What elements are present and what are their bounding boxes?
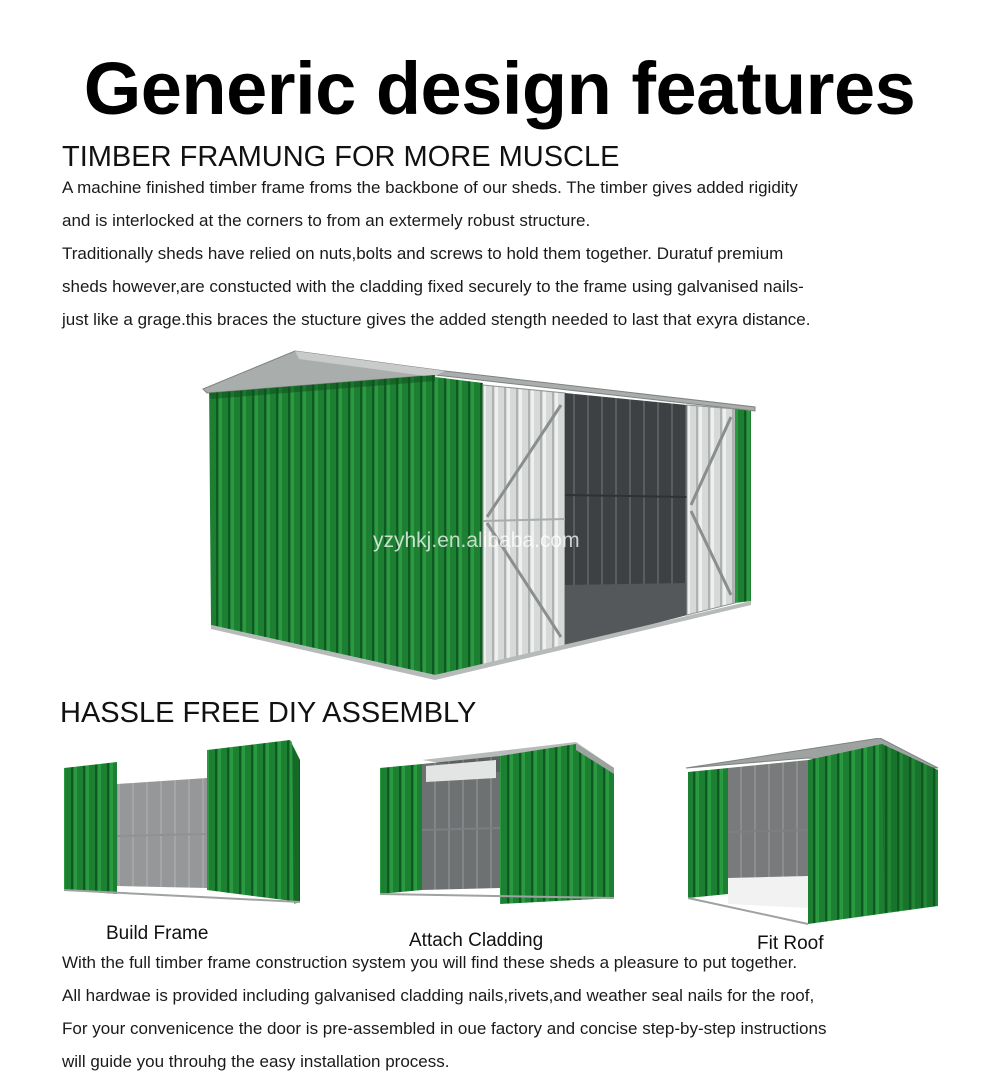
section-heading-assembly: HASSLE FREE DIY ASSEMBLY bbox=[60, 697, 477, 729]
paragraph-line: All hardwae is provided including galvanised cladding nails,rivets,and weather seal nails for the roof, bbox=[62, 986, 815, 1005]
paragraph-line: just like a grage.this braces the stucture gives the added stength needed to last that exyra distance. bbox=[62, 310, 811, 329]
shed-main-image bbox=[195, 345, 765, 690]
step-image-fit-roof bbox=[684, 738, 942, 928]
paragraph-line: and is interlocked at the corners to from an extermely robust structure. bbox=[62, 211, 591, 230]
assembly-description bbox=[62, 946, 826, 1078]
paragraph-line: sheds however,are constucted with the cladding fixed securely to the frame using galvanised nails- bbox=[62, 277, 804, 296]
watermark-text: yzyhkj.en.alibaba.com bbox=[373, 529, 580, 552]
timber-frame-description bbox=[62, 171, 810, 336]
caption-build-frame: Build Frame bbox=[106, 923, 209, 944]
paragraph-line: will guide you throuhg the easy installation process. bbox=[62, 1052, 450, 1071]
section-heading-timber-frame: TIMBER FRAMUNG FOR MORE MUSCLE bbox=[62, 141, 620, 173]
page-title: Generic design features bbox=[83, 47, 916, 130]
paragraph-line: A machine finished timber frame froms the backbone of our sheds. The timber gives added rigidity bbox=[62, 178, 798, 197]
caption-fit-roof: Fit Roof bbox=[757, 933, 824, 954]
paragraph-line: Traditionally sheds have relied on nuts,bolts and screws to hold them together. Duratuf premium bbox=[62, 244, 784, 263]
step-image-attach-cladding bbox=[378, 738, 618, 918]
caption-attach-cladding: Attach Cladding bbox=[409, 930, 544, 951]
paragraph-line: With the full timber frame construction system you will find these sheds a pleasure to put together. bbox=[62, 953, 798, 972]
paragraph-line: For your convenicence the door is pre-assembled in oue factory and concise step-by-step instructions bbox=[62, 1019, 827, 1038]
step-image-build-frame bbox=[62, 738, 304, 908]
